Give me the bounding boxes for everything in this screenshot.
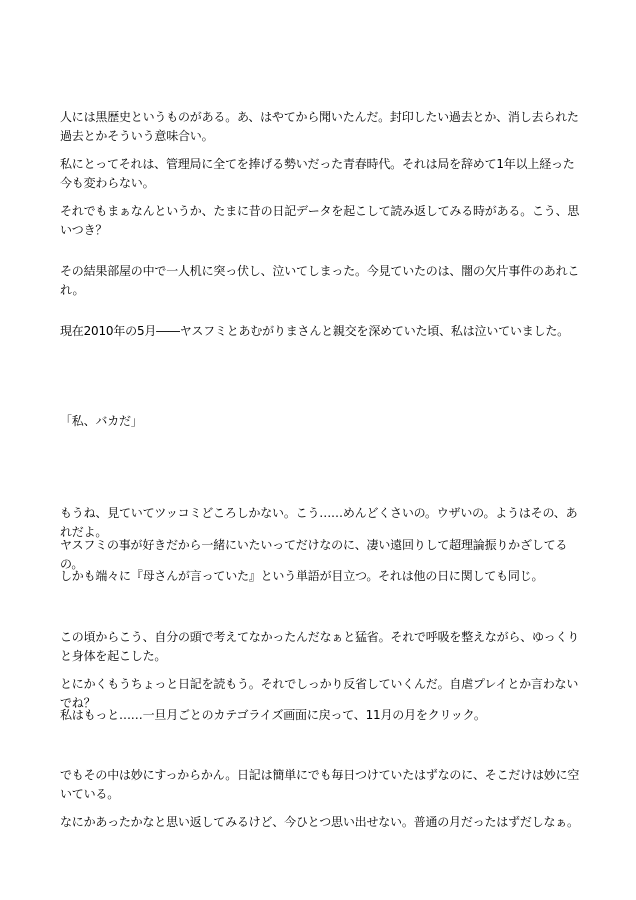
paragraph-9: しかも端々に『母さんが言っていた』という単語が目立つ。それは他の日に関しても同じ。 xyxy=(60,569,544,583)
paragraph-2: 私にとってそれは、管理局に全てを捧げる勢いだった青春時代。それは局を辞めて1年以上経った今も変わらない。 xyxy=(60,157,575,190)
paragraph-1: 人には黒歴史というものがある。あ、はやてから聞いたんだ。封印したい過去とか、消し去られた過去とかそういう意味合い。 xyxy=(60,110,579,143)
paragraph-5: 現在2010年の5月――ヤスフミとあむがりまさんと親交を深めていた頃、私は泣いていました。 xyxy=(60,324,569,338)
paragraph-12: 私はもっと……一旦月ごとのカテゴライズ画面に戻って、11月の月をクリック。 xyxy=(60,708,486,722)
paragraph-3: それでもまぁなんというか、たまに昔の日記データを起こして読み返してみる時がある。こう、思いつき？ xyxy=(60,204,580,237)
paragraph-11: とにかくもうちょっと日記を読もう。それでしっかり反省していくんだ。自虐プレイとか言わないでね？ xyxy=(60,677,579,710)
paragraph-10: この頃からこう、自分の頭で考えてなかったんだなぁと猛省。それで呼吸を整えながら、ゆっくりと身体を起こした。 xyxy=(60,630,580,663)
paragraph-4: その結果部屋の中で一人机に突っ伏し、泣いてしまった。今見ていたのは、闇の欠片事件のあれこれ。 xyxy=(60,264,580,297)
paragraph-7: もうね、見ていてツッコミどころしかない。こう……めんどくさいの。ウザいの。ようはその、あれだよ。 xyxy=(60,506,578,539)
paragraph-8: ヤスフミの事が好きだから一緒にいたいってだけなのに、凄い遠回りして超理論振りかざしてるの。 xyxy=(60,538,568,571)
paragraph-13: でもその中は妙にすっからかん。日記は簡単にでも毎日つけていたはずなのに、そこだけは妙に空いている。 xyxy=(60,768,580,801)
paragraph-6: 「私、バカだ」 xyxy=(60,414,143,428)
paragraph-14: なにかあったかなと思い返してみるけど、今ひとつ思い出せない。普通の月だったはずだしなぁ。 xyxy=(60,815,579,829)
